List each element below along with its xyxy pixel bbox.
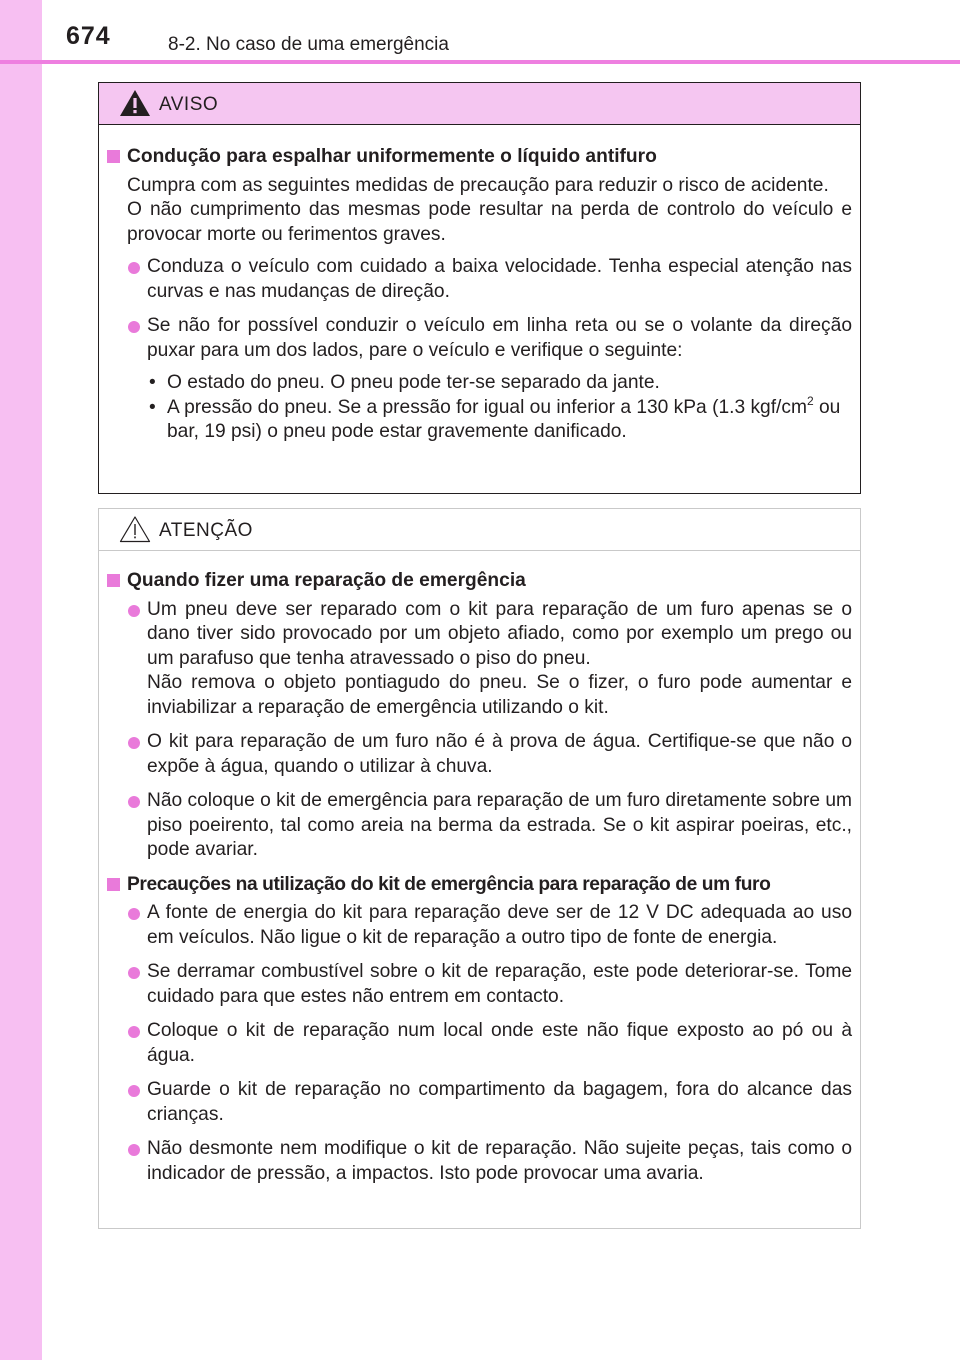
square-bullet-icon	[107, 150, 120, 163]
round-bullet-icon	[128, 967, 140, 979]
list-item	[103, 901, 852, 950]
page-number: 674	[66, 22, 111, 50]
list-item-text: A fonte de energia do kit para reparação deve ser de 12 V DC adequada ao uso em veículos. Não ligue o kit de reparação a outro tipo de fonte de energia.	[147, 902, 852, 948]
sub-bullet-marker: •	[149, 396, 156, 418]
round-bullet-icon	[128, 908, 140, 920]
warning-triangle-filled-icon	[119, 89, 151, 117]
section-heading-text: Precauções na utilização do kit de emergência para reparação de um furo	[127, 873, 771, 895]
sub-list-item	[103, 371, 852, 396]
list-item-text: Não coloque o kit de emergência para reparação de um furo diretamente sobre um piso poeirento, tal como areia na berma da estrada. Se o kit aspirar poeiras, etc., pode avariar.	[147, 790, 853, 860]
list-item-text: Se não for possível conduzir o veículo em linha reta ou se o volante da direção puxar para um dos lados, pare o veículo e verifique o seguinte:	[147, 315, 852, 361]
sub-list	[103, 371, 852, 445]
sub-list-item	[103, 393, 852, 445]
warning-box-header	[99, 83, 860, 125]
caution-body	[99, 551, 860, 1186]
list-item-text: Coloque o kit de reparação num local onde este não fique exposto ao pó ou à água.	[147, 1020, 852, 1066]
caution-box	[98, 508, 861, 1229]
sub-list-item-text: ou bar, 19 psi) o pneu pode estar gravemente danificado.	[167, 396, 841, 442]
sub-bullet-marker: •	[149, 372, 156, 393]
sub-list-item-text: A pressão do pneu. Se a pressão for igual ou inferior a 130 kPa (1.3 kgf/cm	[167, 396, 807, 418]
list-item-text: Não remova o objeto pontiagudo do pneu. Se o fizer, o furo pode aumentar e inviabilizar a reparação de emergência utilizando o kit.	[147, 672, 852, 718]
caution-box-header	[99, 509, 860, 551]
superscript: 2	[806, 393, 814, 408]
section-title: 8-2. No caso de uma emergência	[168, 34, 449, 55]
section-heading	[103, 569, 852, 594]
list-item	[103, 1019, 852, 1068]
square-bullet-icon	[107, 574, 120, 587]
list-item	[103, 1078, 852, 1127]
square-bullet-icon	[107, 878, 120, 891]
section-heading	[103, 873, 852, 898]
round-bullet-icon	[128, 1026, 140, 1038]
round-bullet-icon	[128, 321, 140, 333]
list-item	[103, 598, 852, 721]
list-item	[103, 730, 852, 779]
round-bullet-icon	[128, 796, 140, 808]
warning-label: AVISO	[159, 94, 219, 115]
warning-body	[99, 125, 860, 445]
list-item-text: Se derramar combustível sobre o kit de reparação, este pode deteriorar-se. Tome cuidado para que estes não entrem em contacto.	[147, 961, 852, 1007]
list-item	[103, 1137, 852, 1186]
paragraph: O não cumprimento das mesmas pode resultar na perda de controlo do veículo e provocar morte ou ferimentos graves.	[127, 199, 852, 245]
list-item-text: Não desmonte nem modifique o kit de reparação. Não sujeite peças, tais como o indicador de pressão, a impactos. Isto pode provocar uma avaria.	[147, 1138, 852, 1184]
warning-triangle-outline-icon	[119, 515, 151, 543]
round-bullet-icon	[128, 1085, 140, 1097]
warning-box	[98, 82, 861, 494]
round-bullet-icon	[128, 737, 140, 749]
section-heading	[103, 145, 852, 170]
header-rule	[0, 60, 960, 64]
list-item-text: Guarde o kit de reparação no compartimento da bagagem, fora do alcance das crianças.	[147, 1079, 852, 1125]
list-item	[103, 255, 852, 304]
list-item-text: O kit para reparação de um furo não é à prova de água. Certifique-se que não o expõe à água, quando o utilizar à chuva.	[147, 731, 852, 777]
sub-list-item-text: O estado do pneu. O pneu pode ter-se separado da jante.	[167, 372, 660, 393]
paragraph: Cumpra com as seguintes medidas de precaução para reduzir o risco de acidente.	[127, 174, 829, 196]
section-heading-text: Quando fizer uma reparação de emergência	[127, 570, 526, 591]
round-bullet-icon	[128, 262, 140, 274]
list-item-text: Conduza o veículo com cuidado a baixa velocidade. Tenha especial atenção nas curvas e nas mudanças de direção.	[147, 256, 852, 302]
list-item-text: Um pneu deve ser reparado com o kit para reparação de um furo apenas se o dano tiver sido provocado por um objeto afiado, como por exemplo um prego ou um parafuso que tenha atravessado o piso do pneu.	[147, 598, 852, 669]
list-item	[103, 789, 852, 863]
caution-label: ATENÇÃO	[159, 520, 253, 541]
round-bullet-icon	[128, 605, 140, 617]
section-heading-text: Condução para espalhar uniformemente o líquido antifuro	[127, 146, 657, 167]
list-item	[103, 314, 852, 363]
page-edge-band	[0, 0, 42, 1360]
round-bullet-icon	[128, 1144, 140, 1156]
list-item	[103, 960, 852, 1009]
